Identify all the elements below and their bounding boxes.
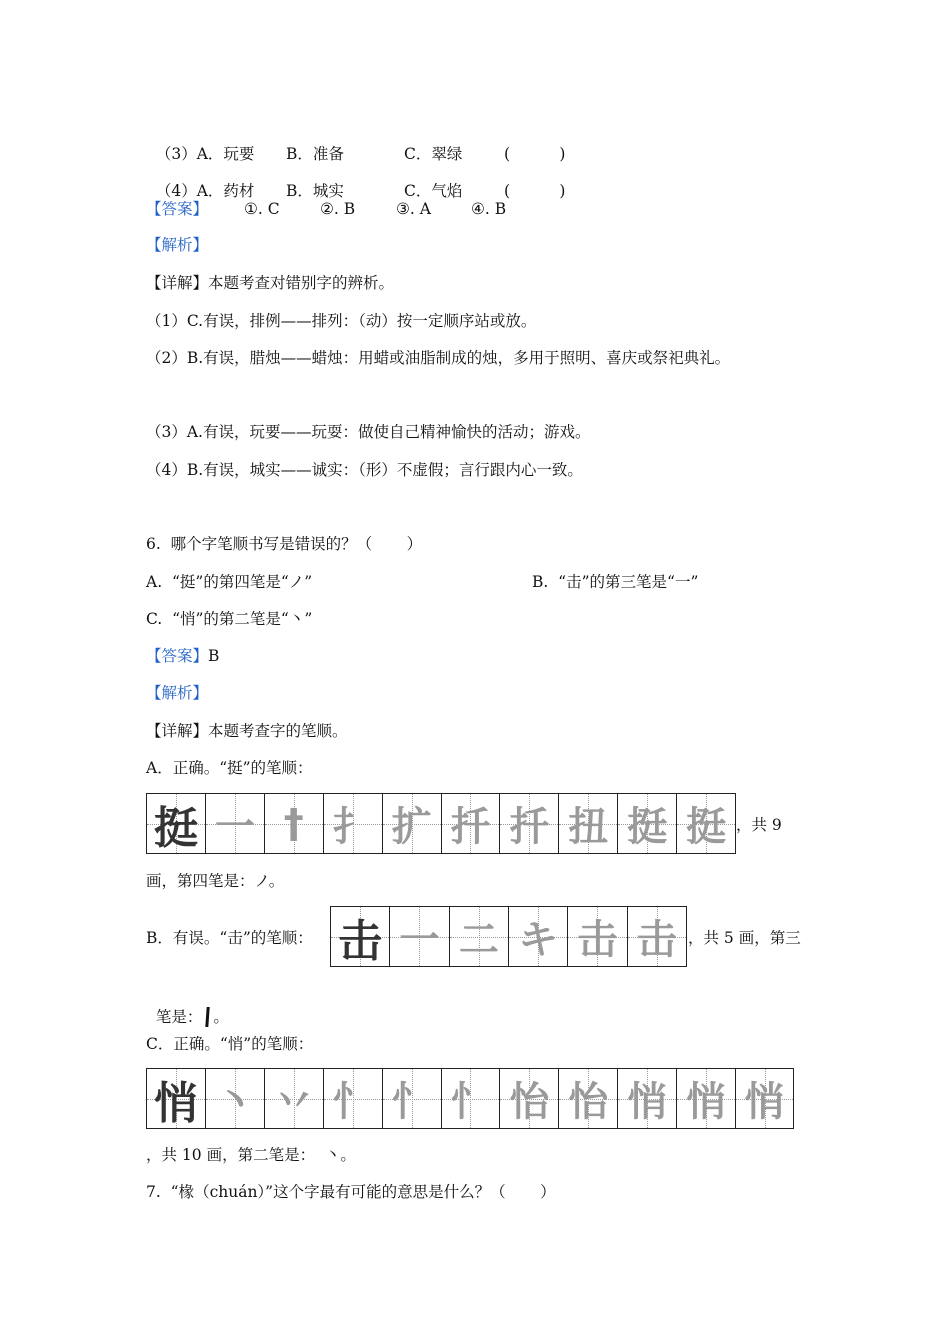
stroke-cell: 丷 (265, 1069, 324, 1128)
stroke-b-intro: B．有误。“击”的笔顺： (146, 929, 313, 947)
q6-question: 6. 哪个字笔顺书写是错误的？（ ） (146, 535, 423, 553)
stroke-a-count: ，共 9 (736, 816, 782, 834)
q5-option-4: （4）A．药材 B．城实 C．气焰 ( ) (155, 182, 566, 200)
stroke-cell: 悄 (618, 1069, 677, 1128)
stroke-cell: 忄 (324, 1069, 383, 1128)
stroke-order-grid-ji (330, 906, 687, 967)
q5-option-3: （3）A．玩要 B．准备 C．翠绿 ( ) (155, 145, 566, 163)
stroke-b-conclusion: 笔是： 。 (155, 1008, 229, 1026)
stroke-cell: 击 (568, 907, 627, 966)
stroke-order-grid-ting (146, 793, 736, 854)
answer-1: ①. C (244, 200, 280, 218)
q6-option-a: A. “挺”的第四笔是“ノ” (146, 573, 313, 591)
stroke-cell: キ (509, 907, 568, 966)
analysis-tag: 【解析】 (146, 236, 209, 254)
explanation-line: （2）B.有误，腊烛——蜡烛：用蜡或油脂制成的烛，多用于照明、喜庆或祭祀典礼。 (146, 349, 731, 367)
q7-question: 7. “椽（chuán）”这个字最有可能的意思是什么？（ ） (146, 1183, 556, 1201)
stroke-cell: 挺 (677, 794, 736, 853)
stroke-cell: 挺 (147, 794, 206, 853)
stroke-cell: 悄 (677, 1069, 736, 1128)
stroke-cell: 悄 (736, 1069, 794, 1128)
q6-option-b: B. “击”的第三笔是“一” (532, 573, 699, 591)
stroke-cell: 二 (450, 907, 509, 966)
stroke-a-conclusion: 画，第四笔是：ノ。 (146, 872, 285, 890)
stroke-order-grid-qiao (146, 1068, 794, 1129)
q6-option-c: C. “悄”的第二笔是“丶” (146, 610, 313, 628)
stroke-cell: 扦 (442, 794, 501, 853)
stroke-cell: 扌 (324, 794, 383, 853)
stroke-cell: 忄 (442, 1069, 501, 1128)
stroke-cell: 一 (390, 907, 449, 966)
stroke-b-count: ，共 5 画，第三 (688, 929, 801, 947)
stroke-a-intro: A．正确。“挺”的笔顺： (146, 759, 313, 777)
stroke-cell: 悄 (147, 1069, 206, 1128)
stroke-cell: 一 (206, 794, 265, 853)
stroke-cell: 扩 (383, 794, 442, 853)
explanation-line: （4）B.有误，城实——诚实：（形）不虚假；言行跟内心一致。 (146, 461, 583, 479)
explanation-line: （1）C.有误，排例——排列：（动）按一定顺序站或放。 (146, 312, 537, 330)
stroke-cell: 忄 (383, 1069, 442, 1128)
stroke-cell: 丶 (206, 1069, 265, 1128)
answer-2: ②. B (320, 200, 356, 218)
stroke-cell: 怡 (500, 1069, 559, 1128)
answer-tag: 【答案】 (146, 647, 209, 665)
stroke-cell: 扭 (559, 794, 618, 853)
stroke-c-intro: C．正确。“悄”的笔顺： (146, 1035, 314, 1053)
stroke-c-conclusion: ，共 10 画，第二笔是： 丶。 (146, 1146, 356, 1164)
explanation-line: （3）A.有误，玩要——玩耍：做使自己精神愉快的活动；游戏。 (146, 423, 591, 441)
stroke-cell: 挺 (618, 794, 677, 853)
stroke-cell: 击 (331, 907, 390, 966)
stroke-cell: 击 (628, 907, 687, 966)
stroke-cell: † (265, 794, 324, 853)
analysis-tag: 【解析】 (146, 684, 209, 702)
vertical-stroke-icon (206, 1007, 210, 1027)
answer-value: B (208, 647, 220, 665)
detail-heading: 【详解】本题考查字的笔顺。 (146, 722, 348, 740)
answer-tag: 【答案】 (146, 200, 209, 218)
answer-3: ③. A (396, 200, 431, 218)
stroke-cell: 怡 (559, 1069, 618, 1128)
stroke-cell: 扦 (500, 794, 559, 853)
answer-4: ④. B (471, 200, 507, 218)
detail-heading: 【详解】本题考查对错别字的辨析。 (146, 274, 395, 292)
